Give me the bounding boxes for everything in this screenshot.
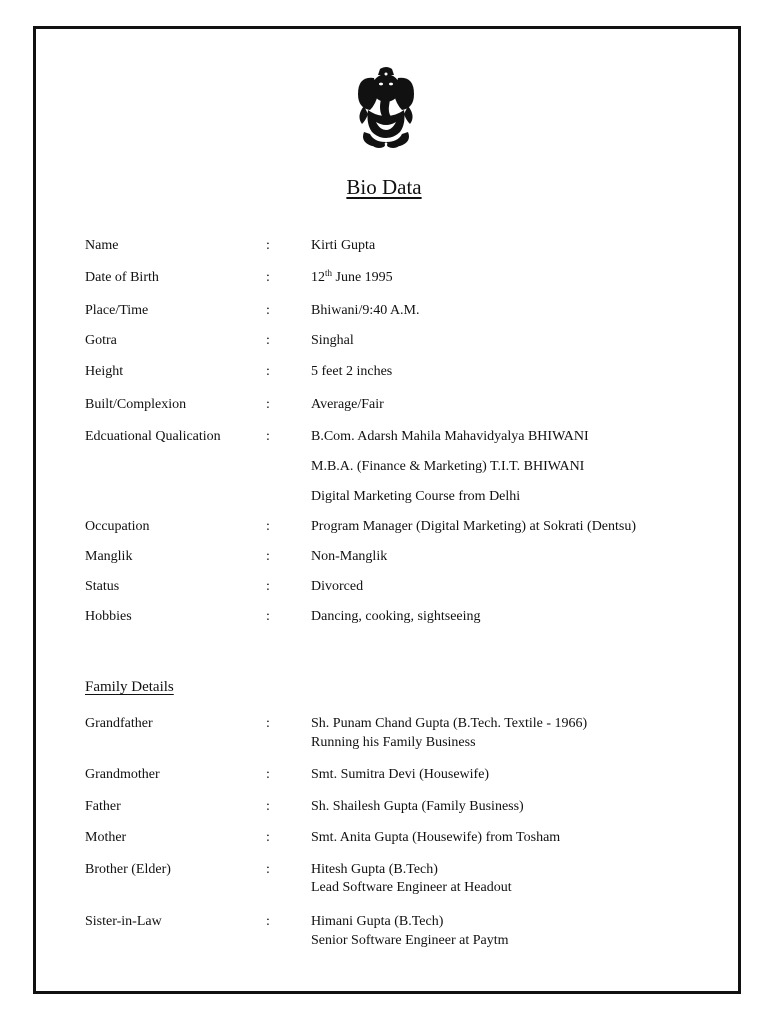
family-label: Grandfather bbox=[85, 716, 153, 731]
family-value: Senior Software Engineer at Paytm bbox=[311, 933, 509, 948]
detail-label: Name bbox=[85, 238, 119, 253]
separator: : bbox=[266, 549, 270, 564]
separator: : bbox=[266, 364, 270, 379]
separator: : bbox=[266, 238, 270, 253]
dob-day: 12 bbox=[311, 270, 325, 285]
separator: : bbox=[266, 830, 270, 845]
separator: : bbox=[266, 799, 270, 814]
detail-label: Date of Birth bbox=[85, 270, 159, 285]
detail-label: Place/Time bbox=[85, 303, 149, 318]
family-details-heading: Family Details bbox=[85, 679, 174, 695]
detail-value: Program Manager (Digital Marketing) at Sokrati (Dentsu) bbox=[311, 519, 637, 534]
family-label: Father bbox=[85, 799, 121, 814]
separator: : bbox=[266, 579, 270, 594]
separator: : bbox=[266, 716, 270, 731]
detail-value: Average/Fair bbox=[311, 397, 384, 412]
detail-label: Built/Complexion bbox=[85, 397, 187, 412]
detail-value: Bhiwani/9:40 A.M. bbox=[311, 303, 420, 318]
detail-label: Status bbox=[85, 579, 120, 594]
detail-value bbox=[311, 268, 393, 288]
family-label: Sister-in-Law bbox=[85, 914, 162, 929]
separator: : bbox=[266, 767, 270, 782]
separator: : bbox=[266, 270, 270, 285]
ganesha-icon bbox=[352, 66, 420, 148]
separator: : bbox=[266, 914, 270, 929]
document-title: Bio Data bbox=[346, 175, 422, 199]
detail-value: B.Com. Adarsh Mahila Mahavidyalya BHIWANI bbox=[311, 429, 589, 444]
family-label: Brother (Elder) bbox=[85, 862, 171, 877]
family-value: Smt. Anita Gupta (Housewife) from Tosham bbox=[311, 830, 561, 845]
family-value: Smt. Sumitra Devi (Housewife) bbox=[311, 767, 490, 782]
dob-rest: June 1995 bbox=[332, 270, 393, 285]
separator: : bbox=[266, 429, 270, 444]
family-value: Running his Family Business bbox=[311, 735, 476, 750]
page-border bbox=[33, 26, 741, 994]
separator: : bbox=[266, 397, 270, 412]
separator: : bbox=[266, 519, 270, 534]
family-label: Mother bbox=[85, 830, 127, 845]
detail-label: Edcuational Qualication bbox=[85, 429, 221, 444]
detail-value: Divorced bbox=[311, 579, 364, 594]
detail-label: Hobbies bbox=[85, 609, 132, 624]
detail-label: Manglik bbox=[85, 549, 133, 564]
detail-label: Occupation bbox=[85, 519, 150, 534]
dob-ordinal: th bbox=[325, 268, 333, 278]
separator: : bbox=[266, 333, 270, 348]
separator: : bbox=[266, 609, 270, 624]
detail-label: Gotra bbox=[85, 333, 117, 348]
family-value: Lead Software Engineer at Headout bbox=[311, 880, 512, 895]
detail-value: Digital Marketing Course from Delhi bbox=[311, 489, 521, 504]
detail-value: Dancing, cooking, sightseeing bbox=[311, 609, 481, 624]
family-value: Hitesh Gupta (B.Tech) bbox=[311, 862, 438, 877]
family-value: Sh. Shailesh Gupta (Family Business) bbox=[311, 799, 524, 814]
separator: : bbox=[266, 303, 270, 318]
family-value: Sh. Punam Chand Gupta (B.Tech. Textile - 1966) bbox=[311, 716, 588, 731]
detail-value: Singhal bbox=[311, 333, 354, 348]
family-value: Himani Gupta (B.Tech) bbox=[311, 914, 444, 929]
separator: : bbox=[266, 862, 270, 877]
detail-value: M.B.A. (Finance & Marketing) T.I.T. BHIWANI bbox=[311, 459, 585, 474]
detail-value: Kirti Gupta bbox=[311, 238, 376, 253]
detail-label: Height bbox=[85, 364, 124, 379]
detail-value: Non-Manglik bbox=[311, 549, 388, 564]
detail-value: 5 feet 2 inches bbox=[311, 364, 393, 379]
family-label: Grandmother bbox=[85, 767, 160, 782]
